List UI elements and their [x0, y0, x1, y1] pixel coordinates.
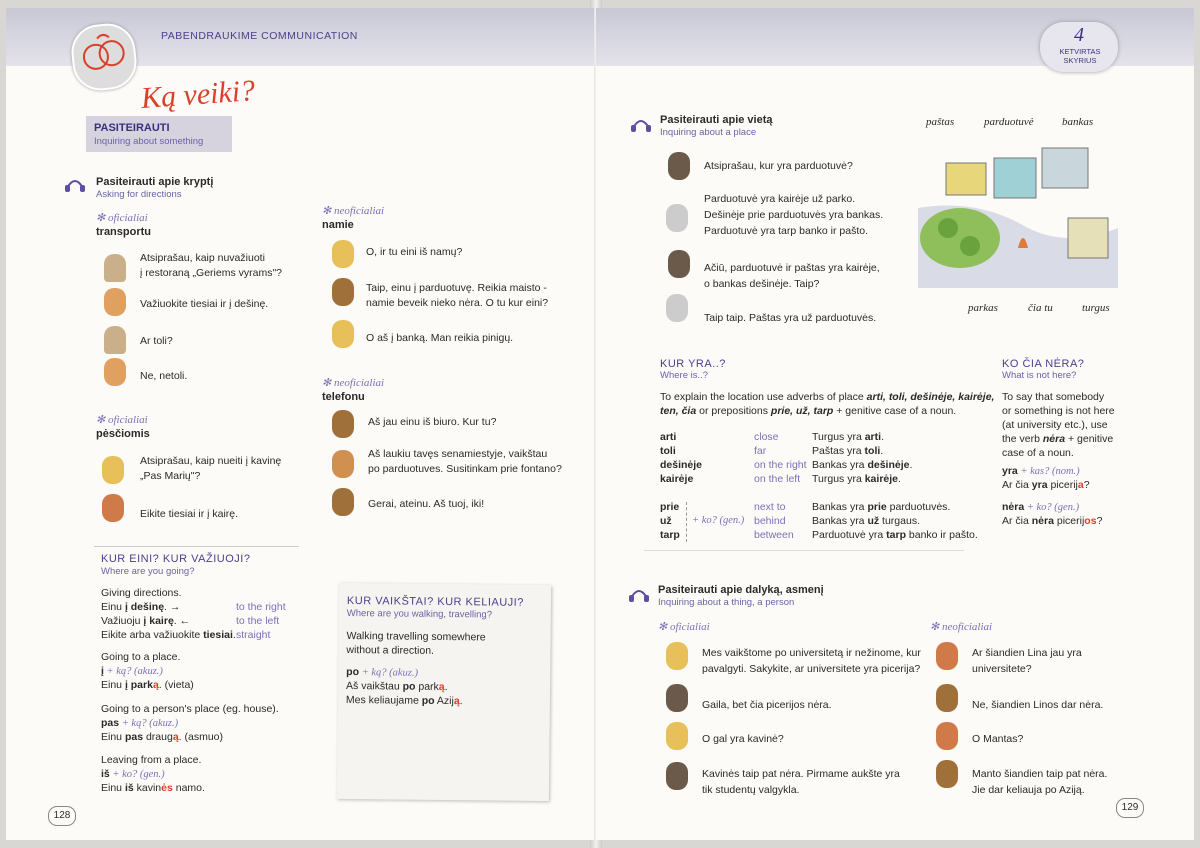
right-page: [596, 8, 1194, 840]
dialog-line: o bankas dešinėje. Taip?: [704, 278, 820, 290]
map-label-here: čia tu: [1028, 302, 1053, 314]
dialog-line: O Mantas?: [972, 733, 1024, 745]
leave-example: [101, 781, 205, 795]
place-example: [101, 678, 194, 692]
dialog-line: Ar toli?: [140, 335, 173, 347]
text-bold: į: [101, 665, 104, 677]
going-place: Going to a place.: [101, 651, 181, 663]
going-person: Going to a person's place (eg. house).: [101, 703, 279, 715]
dialog-line: Atsiprašau, kaip nuvažiuoti: [140, 252, 265, 264]
dialog-line: namie beveik nieko nėra. O tu kur eini?: [366, 297, 549, 309]
text: + ko? (gen.): [1024, 502, 1080, 513]
prep-en-col: [754, 500, 794, 542]
place-subtitle: Inquiring about a place: [660, 127, 757, 138]
text: Einu: [101, 679, 125, 691]
map-label-market: turgus: [1082, 302, 1110, 314]
adverb: toli: [660, 445, 676, 457]
dialog-line: Ne, netoli.: [140, 370, 188, 382]
dialog-line: „Pas Marių"?: [140, 470, 201, 482]
text-bold: yra: [1031, 479, 1048, 491]
formal-tag: ✻ oficialiai: [658, 621, 710, 633]
woman-avatar: [332, 320, 354, 348]
map-illustration: [918, 138, 1118, 288]
text: Važiuoju: [101, 615, 144, 627]
direction-straight: [101, 628, 236, 642]
text-bold: arti: [864, 431, 882, 443]
text-bold: nėra: [1042, 433, 1066, 445]
kur-yra-intro: [660, 390, 994, 404]
leave-rule: [101, 767, 165, 782]
adverb: kairėje: [660, 473, 694, 485]
direction-right-en: to the right: [236, 601, 286, 613]
dialog-line: Parduotuvė yra tarp banko ir pašto.: [704, 225, 869, 237]
text: turgaus.: [879, 515, 920, 527]
dialog-line: tik studentų valgykla.: [702, 784, 800, 796]
kur-yra-title: KUR YRA..?: [660, 358, 726, 370]
elder-avatar: [666, 204, 688, 232]
text: . →: [164, 601, 181, 613]
prep-ex-col: [812, 500, 978, 542]
left-page: [6, 8, 594, 840]
page-number: 129: [1116, 798, 1144, 818]
adverb-col: [660, 430, 702, 486]
text: . (asmuo): [178, 731, 223, 743]
direction-left-en: to the left: [236, 615, 280, 627]
headphones-icon: [64, 176, 86, 192]
text: ?: [1083, 479, 1090, 491]
text: or prepositions: [696, 405, 771, 417]
adverb-en: close: [754, 431, 779, 443]
preposition-en: next to: [754, 501, 786, 513]
dialog-line: Jie dar keliauja po Aziją.: [972, 784, 1085, 796]
ending: ės: [161, 782, 173, 794]
text-bold: nėra: [1002, 501, 1025, 513]
adverb-example: [812, 444, 912, 458]
preposition: tarp: [660, 529, 680, 541]
text-bold: kairėje: [864, 473, 898, 485]
text-bold: po: [421, 694, 435, 707]
dialog-line: universitete?: [972, 663, 1032, 675]
prep-rule: + ko? (gen.): [692, 515, 745, 526]
text: Einu: [101, 731, 125, 743]
text-bold: po: [402, 680, 416, 693]
kur-yra-subtitle: Where is..?: [660, 370, 709, 381]
woman-avatar: [332, 450, 354, 478]
page-number: 128: [48, 806, 76, 826]
elder-avatar: [666, 294, 688, 322]
adverb: dešinėje: [660, 459, 703, 471]
text-bold: iš: [124, 782, 134, 794]
adverb-en: on the left: [754, 473, 801, 485]
woman-avatar: [332, 240, 354, 268]
direction-right: [101, 600, 180, 614]
dialog-line: Kavinės taip pat nėra. Pirmame aukšte yra: [702, 768, 900, 780]
adverb-ex-col: [812, 430, 912, 486]
woman-avatar: [668, 250, 690, 278]
dialog-line: Taip taip. Paštas yra už parduotuvės.: [704, 312, 877, 324]
note-line: without a direction.: [346, 643, 435, 657]
text: Turgus yra: [812, 473, 865, 485]
kur-eini-subtitle: Where are you going?: [101, 566, 195, 577]
chapter-number: 4: [1074, 24, 1084, 46]
woman-avatar: [104, 358, 126, 386]
ko-nera-line: [1002, 432, 1113, 446]
text: + ką? (akuz.): [119, 718, 179, 729]
walking-head: pėsčiomis: [96, 428, 150, 440]
ko-nera-line: To say that somebody: [1002, 391, 1105, 403]
text-bold: už: [867, 515, 880, 527]
text: .: [898, 473, 901, 485]
ending: os: [1084, 515, 1097, 527]
text-bold: į kairę: [143, 615, 174, 627]
text-bold: yra: [1002, 465, 1018, 477]
kur-vaikstai-subtitle: Where are you walking, travelling?: [346, 607, 493, 621]
place-title: Pasiteirauti apie vietą: [660, 114, 773, 126]
text-bold: dešinėje: [867, 459, 910, 471]
po-example: [346, 679, 448, 694]
informal-tag: ✻ neoficialiai: [930, 621, 993, 633]
woman-avatar: [936, 722, 958, 750]
nera-example: [1002, 514, 1102, 528]
map-label-post: paštas: [926, 116, 955, 128]
kur-eini-title: KUR EINI? KUR VAŽIUOJI?: [101, 553, 251, 565]
text: banko ir pašto.: [905, 529, 978, 541]
preposition: už: [660, 515, 672, 527]
adverb-en: far: [754, 445, 767, 457]
text: Ar čia: [1002, 515, 1032, 527]
text-bold: pas: [101, 717, 120, 729]
text: picerij: [1047, 479, 1078, 491]
prep-example: [812, 528, 978, 542]
text: + genitive: [1065, 433, 1114, 445]
text: Ar čia: [1002, 479, 1032, 491]
dialog-line: Atsiprašau, kur yra parduotuvė?: [704, 160, 853, 172]
text: + ką? (akuz.): [358, 667, 419, 679]
dialog-line: Eikite tiesiai ir į kairę.: [140, 508, 239, 520]
thing-subtitle: Inquiring about a thing, a person: [658, 597, 795, 608]
dialog-line: O, ir tu eini iš namų?: [366, 246, 463, 258]
text: Bankas yra: [812, 459, 868, 471]
yra-rule: [1002, 464, 1080, 479]
text-bold: po: [346, 665, 360, 679]
woman-avatar: [668, 152, 690, 180]
text: . ←: [173, 615, 191, 627]
text: park: [415, 680, 439, 693]
woman-avatar: [936, 642, 958, 670]
woman-avatar: [666, 684, 688, 712]
prep-example: [812, 514, 978, 528]
adverb-example: [812, 430, 912, 444]
prep-col: [660, 500, 680, 542]
text: . (vieta): [158, 679, 194, 691]
text-bold: iš: [101, 768, 110, 780]
text: + kas? (nom.): [1017, 466, 1080, 477]
text: .: [444, 681, 448, 694]
dialog-line: Dešinėje prie parduotuvės yra bankas.: [704, 209, 884, 221]
text: parduotuvės.: [886, 501, 951, 513]
man-avatar: [936, 760, 958, 788]
dialog-line: O aš į banką. Man reikia pinigų.: [366, 332, 514, 344]
informal-tag: ✻ neoficialiai: [322, 377, 385, 389]
text: .: [909, 459, 913, 471]
direction-subtitle: Asking for directions: [96, 189, 182, 200]
adverb: arti: [660, 431, 677, 443]
ko-nera-line: case of a noun.: [1002, 447, 1074, 459]
text-bold: tiesiai: [203, 629, 233, 641]
man-avatar: [332, 410, 354, 438]
dialog-line: į restoraną „Geriems vyrams"?: [140, 267, 283, 279]
text: Aš vaikštau: [345, 679, 403, 693]
topic-subtitle: Inquiring about something: [94, 136, 204, 147]
text: Bankas yra: [812, 515, 868, 527]
text-bold: į park: [124, 679, 153, 691]
po-example: [346, 693, 463, 708]
dialog-line: pavalgyti. Sakykite, ar universitete yra picerija?: [702, 663, 921, 675]
dialog-line: Ačiū, parduotuvė ir paštas yra kairėje,: [704, 262, 880, 274]
adverb-en-col: [754, 430, 807, 486]
dialog-line: po parduotuves. Susitinkam prie fontano?: [368, 463, 562, 475]
text: .: [880, 445, 884, 457]
preposition-en: between: [754, 529, 794, 541]
nera-rule: [1002, 500, 1079, 515]
leaving-place: Leaving from a place.: [101, 754, 202, 766]
prep-example: [812, 500, 978, 514]
woman-avatar: [102, 456, 124, 484]
map-label-park: parkas: [968, 302, 998, 314]
headphones-icon: [628, 586, 650, 602]
dialog-line: Mes vaikštome po universitetą ir nežinome, kur: [702, 647, 921, 659]
communication-icon: [69, 21, 140, 93]
text-bold: į dešinę: [124, 601, 165, 613]
dialog-line: Manto šiandien taip pat nėra.: [972, 768, 1108, 780]
text: + genitive case of a noun.: [833, 405, 957, 417]
ending: a: [1077, 479, 1084, 491]
home-head: namie: [322, 219, 354, 231]
preposition-en: behind: [754, 515, 786, 527]
dialog-line: Gerai, ateinu. Aš tuoj, iki!: [368, 498, 485, 510]
woman-avatar: [102, 494, 124, 522]
text-bold: prie: [867, 501, 887, 513]
text: Turgus yra: [812, 431, 865, 443]
note-line: Walking travelling somewhere: [346, 629, 486, 644]
text: Parduotuvė yra: [812, 529, 887, 541]
text: picerij: [1053, 515, 1085, 527]
person-rule: [101, 716, 178, 731]
dialog-line: Atsiprašau, kaip nueiti į kavinę: [140, 455, 282, 467]
text: .: [881, 431, 884, 443]
topic-title: PASITEIRAUTI: [94, 122, 170, 134]
dialog-line: Aš jau einu iš biuro. Kur tu?: [368, 416, 497, 428]
kur-yra-intro: [660, 404, 956, 418]
text: + ką? (akuz.): [103, 666, 163, 677]
ending: ą: [453, 695, 460, 708]
bracket-line: [686, 502, 687, 542]
ko-nera-line: or something is not here: [1002, 405, 1115, 417]
dialog-line: Ar šiandien Lina jau yra: [972, 647, 1082, 659]
section-label: PABENDRAUKIME COMMUNICATION: [161, 30, 358, 42]
text: Paštas yra: [812, 445, 865, 457]
transport-head: transportu: [96, 226, 151, 238]
adverb-example: [812, 458, 912, 472]
text: .: [232, 629, 236, 641]
man-avatar: [104, 326, 126, 354]
preposition: prie: [660, 501, 680, 513]
text: To explain the location use adverbs of place: [660, 391, 867, 403]
text-bold: arti, toli, dešinėje, kairėje,: [866, 391, 995, 403]
text: .: [459, 695, 463, 708]
note-card: [337, 583, 551, 801]
person-example: [101, 730, 223, 744]
man-avatar: [332, 278, 354, 306]
informal-tag: ✻ neoficialiai: [322, 205, 385, 217]
text-bold: toli: [864, 445, 881, 457]
text: + ko? (gen.): [109, 769, 165, 780]
chapter-line2: SKYRIUS: [1063, 56, 1097, 65]
place-rule: [101, 664, 163, 679]
divider: [94, 546, 299, 547]
direction-left: [101, 614, 190, 628]
ko-nera-line: (at university etc.), use: [1002, 419, 1108, 431]
woman-avatar: [666, 642, 688, 670]
text: ?: [1096, 515, 1103, 527]
woman-avatar: [104, 288, 126, 316]
text: Einu: [101, 601, 125, 613]
text: the verb: [1002, 433, 1043, 445]
text: Bankas yra: [812, 501, 868, 513]
chapter-line1: KETVIRTAS: [1059, 47, 1101, 56]
text: kavin: [133, 782, 162, 794]
text-bold: pas: [124, 731, 144, 743]
giving-directions: Giving directions.: [101, 587, 182, 599]
formal-tag: ✻ oficialiai: [96, 212, 148, 224]
man-avatar: [332, 488, 354, 516]
ko-nera-subtitle: What is not here?: [1002, 370, 1077, 381]
ending: ą: [438, 680, 445, 694]
topic-box: [86, 116, 232, 152]
woman-avatar: [666, 762, 688, 790]
ko-nera-title: KO ČIA NĖRA?: [1002, 358, 1085, 370]
formal-tag: ✻ oficialiai: [96, 414, 148, 426]
ending: ą: [152, 679, 159, 691]
map-label-bank: bankas: [1062, 116, 1094, 128]
direction-straight-en: straight: [236, 629, 271, 641]
text-bold: tarp: [886, 529, 906, 541]
text: Einu: [101, 782, 125, 794]
dialog-line: Važiuokite tiesiai ir į dešinę.: [140, 298, 269, 310]
dialog-line: Taip, einu į parduotuvę. Reikia maisto -: [366, 282, 547, 294]
text: Eikite arba važiuokite: [101, 629, 204, 641]
adverb-en: on the right: [754, 459, 807, 471]
woman-avatar: [666, 722, 688, 750]
page-title: Ką veiki?: [139, 74, 257, 115]
direction-title: Pasiteirauti apie kryptį: [96, 176, 214, 188]
adverb-example: [812, 472, 912, 486]
dialog-line: Parduotuvė yra kairėje už parko.: [704, 193, 856, 205]
map-label-shop: parduotuvė: [984, 116, 1034, 128]
text-bold: prie, už, tarp: [770, 405, 834, 417]
kur-vaikstai-title: KUR VAIKŠTAI? KUR KELIAUJI?: [346, 594, 524, 609]
ending: ą: [172, 731, 179, 743]
text: namo.: [172, 782, 205, 794]
dialog-line: O gal yra kavinė?: [702, 733, 784, 745]
man-avatar: [936, 684, 958, 712]
text: Mes keliaujame: [345, 693, 422, 707]
text: Azij: [434, 694, 454, 708]
dialog-line: Aš laukiu tavęs senamiestyje, vaikštau: [368, 448, 548, 460]
yra-example: [1002, 478, 1090, 492]
text-bold: nėra: [1031, 515, 1054, 527]
headphones-icon: [630, 116, 652, 132]
man-avatar: [104, 254, 126, 282]
divider: [644, 550, 964, 551]
text: draug: [143, 731, 173, 743]
text-bold: ten, čia: [660, 405, 697, 417]
chapter-badge: [1040, 22, 1118, 72]
phone-head: telefonu: [322, 391, 365, 403]
dialog-line: Ne, šiandien Linos dar nėra.: [972, 699, 1104, 711]
dialog-line: Gaila, bet čia picerijos nėra.: [702, 699, 832, 711]
thing-title: Pasiteirauti apie dalyką, asmenį: [658, 584, 824, 596]
